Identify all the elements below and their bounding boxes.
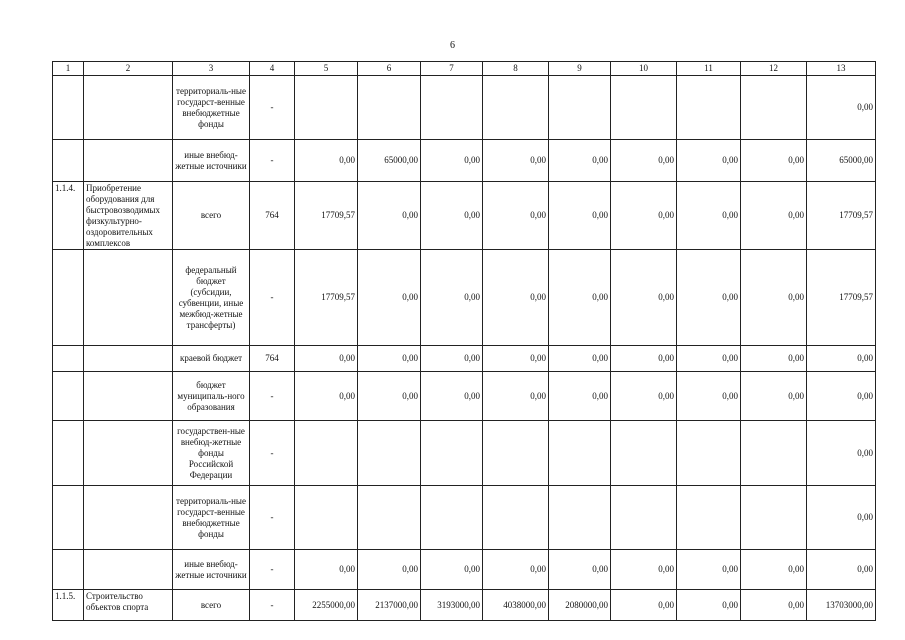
item-number-cell <box>53 76 84 140</box>
item-number-cell: 1.1.5. <box>53 590 84 621</box>
amount-cell: 0,00 <box>741 140 807 182</box>
amount-cell: 0,00 <box>677 182 741 250</box>
amount-cell <box>741 486 807 550</box>
funding-source-cell: всего <box>173 182 250 250</box>
amount-cell: 2137000,00 <box>358 590 421 621</box>
table-row <box>53 486 876 550</box>
table-row <box>53 76 876 140</box>
code-cell: - <box>250 140 295 182</box>
amount-cell: 65000,00 <box>358 140 421 182</box>
amount-cell: 0,00 <box>295 550 358 590</box>
amount-cell <box>677 76 741 140</box>
amount-cell: 0,00 <box>549 372 611 421</box>
amount-cell: 0,00 <box>421 250 483 346</box>
amount-cell: 0,00 <box>483 182 549 250</box>
amount-cell: 17709,57 <box>807 182 876 250</box>
item-number-cell <box>53 372 84 421</box>
code-cell: - <box>250 590 295 621</box>
item-number-cell <box>53 486 84 550</box>
amount-cell: 0,00 <box>421 550 483 590</box>
column-header: 7 <box>421 62 483 76</box>
amount-cell: 0,00 <box>677 372 741 421</box>
column-header: 12 <box>741 62 807 76</box>
amount-cell: 0,00 <box>807 346 876 372</box>
amount-cell: 4038000,00 <box>483 590 549 621</box>
amount-cell <box>295 76 358 140</box>
amount-cell: 2080000,00 <box>549 590 611 621</box>
code-cell: - <box>250 76 295 140</box>
column-header: 10 <box>611 62 677 76</box>
table-header-row <box>53 62 876 76</box>
item-number-cell <box>53 421 84 486</box>
amount-cell: 0,00 <box>549 346 611 372</box>
amount-cell: 0,00 <box>549 250 611 346</box>
item-name-cell <box>84 140 173 182</box>
code-cell: - <box>250 250 295 346</box>
amount-cell: 0,00 <box>741 372 807 421</box>
item-number-cell <box>53 550 84 590</box>
amount-cell <box>421 421 483 486</box>
amount-cell <box>358 421 421 486</box>
amount-cell <box>741 76 807 140</box>
amount-cell: 0,00 <box>741 590 807 621</box>
amount-cell: 0,00 <box>358 346 421 372</box>
amount-cell: 0,00 <box>677 140 741 182</box>
amount-cell: 0,00 <box>741 182 807 250</box>
amount-cell <box>677 486 741 550</box>
item-name-cell: Строительство объектов спорта <box>84 590 173 621</box>
amount-cell: 0,00 <box>677 550 741 590</box>
table-row <box>53 372 876 421</box>
code-cell: - <box>250 421 295 486</box>
amount-cell: 0,00 <box>677 590 741 621</box>
amount-cell <box>358 486 421 550</box>
amount-cell <box>549 486 611 550</box>
item-name-cell <box>84 550 173 590</box>
table-row <box>53 346 876 372</box>
column-header: 9 <box>549 62 611 76</box>
amount-cell: 0,00 <box>421 182 483 250</box>
amount-cell: 0,00 <box>611 346 677 372</box>
funding-source-cell: краевой бюджет <box>173 346 250 372</box>
funding-source-cell: иные внебюд-жетные источники <box>173 140 250 182</box>
column-header: 1 <box>53 62 84 76</box>
item-number-cell <box>53 140 84 182</box>
amount-cell: 0,00 <box>483 550 549 590</box>
amount-cell <box>421 76 483 140</box>
code-cell: - <box>250 550 295 590</box>
code-cell: - <box>250 372 295 421</box>
amount-cell: 0,00 <box>549 550 611 590</box>
item-name-cell: Приобретение оборудования для быстровозводимых физкультурно-оздоровительных комплексов <box>84 182 173 250</box>
amount-cell <box>358 76 421 140</box>
amount-cell: 0,00 <box>677 250 741 346</box>
table-row <box>53 550 876 590</box>
amount-cell: 0,00 <box>611 182 677 250</box>
amount-cell: 0,00 <box>421 346 483 372</box>
amount-cell: 0,00 <box>807 550 876 590</box>
budget-table <box>52 61 876 621</box>
table-row <box>53 421 876 486</box>
amount-cell <box>611 76 677 140</box>
amount-cell <box>295 421 358 486</box>
amount-cell: 0,00 <box>741 550 807 590</box>
amount-cell: 0,00 <box>611 372 677 421</box>
amount-cell: 0,00 <box>421 140 483 182</box>
amount-cell: 0,00 <box>295 140 358 182</box>
amount-cell <box>549 76 611 140</box>
column-header: 6 <box>358 62 421 76</box>
amount-cell: 65000,00 <box>807 140 876 182</box>
amount-cell: 0,00 <box>358 550 421 590</box>
funding-source-cell: территориаль-ные государст-венные внебюджетные фонды <box>173 486 250 550</box>
column-header: 8 <box>483 62 549 76</box>
column-header: 11 <box>677 62 741 76</box>
amount-cell <box>741 421 807 486</box>
code-cell: - <box>250 486 295 550</box>
amount-cell: 17709,57 <box>295 182 358 250</box>
amount-cell <box>611 421 677 486</box>
amount-cell: 0,00 <box>549 182 611 250</box>
funding-source-cell: территориаль-ные государст-венные внебюджетные фонды <box>173 76 250 140</box>
code-cell: 764 <box>250 346 295 372</box>
column-header: 5 <box>295 62 358 76</box>
amount-cell: 0,00 <box>421 372 483 421</box>
item-name-cell <box>84 76 173 140</box>
amount-cell: 0,00 <box>358 372 421 421</box>
amount-cell: 0,00 <box>358 250 421 346</box>
amount-cell: 0,00 <box>611 550 677 590</box>
amount-cell: 0,00 <box>741 250 807 346</box>
amount-cell: 0,00 <box>807 486 876 550</box>
item-name-cell <box>84 346 173 372</box>
amount-cell: 0,00 <box>295 372 358 421</box>
column-header: 3 <box>173 62 250 76</box>
column-header: 4 <box>250 62 295 76</box>
amount-cell <box>611 486 677 550</box>
amount-cell: 0,00 <box>549 140 611 182</box>
table-row <box>53 250 876 346</box>
column-header: 2 <box>84 62 173 76</box>
amount-cell: 0,00 <box>611 250 677 346</box>
item-name-cell <box>84 372 173 421</box>
item-number-cell <box>53 346 84 372</box>
amount-cell: 0,00 <box>807 372 876 421</box>
amount-cell: 0,00 <box>483 372 549 421</box>
amount-cell: 0,00 <box>295 346 358 372</box>
amount-cell: 0,00 <box>483 346 549 372</box>
amount-cell: 0,00 <box>807 421 876 486</box>
amount-cell: 17709,57 <box>807 250 876 346</box>
amount-cell: 0,00 <box>483 250 549 346</box>
funding-source-cell: федеральный бюджет (субсидии, субвенции, иные межбюд-жетные трансферты) <box>173 250 250 346</box>
funding-source-cell: государствен-ные внебюд-жетные фонды Российской Федерации <box>173 421 250 486</box>
amount-cell: 0,00 <box>358 182 421 250</box>
amount-cell: 3193000,00 <box>421 590 483 621</box>
amount-cell: 17709,57 <box>295 250 358 346</box>
amount-cell <box>483 76 549 140</box>
table-row <box>53 590 876 621</box>
funding-source-cell: всего <box>173 590 250 621</box>
amount-cell <box>295 486 358 550</box>
page-number: 6 <box>450 40 455 51</box>
amount-cell: 0,00 <box>611 140 677 182</box>
amount-cell: 2255000,00 <box>295 590 358 621</box>
item-name-cell <box>84 486 173 550</box>
item-name-cell <box>84 250 173 346</box>
code-cell: 764 <box>250 182 295 250</box>
amount-cell <box>549 421 611 486</box>
funding-source-cell: иные внебюд-жетные источники <box>173 550 250 590</box>
amount-cell: 0,00 <box>483 140 549 182</box>
table-row <box>53 140 876 182</box>
column-header: 13 <box>807 62 876 76</box>
funding-source-cell: бюджет муниципаль-ного образования <box>173 372 250 421</box>
amount-cell: 0,00 <box>611 590 677 621</box>
amount-cell <box>421 486 483 550</box>
amount-cell: 0,00 <box>741 346 807 372</box>
amount-cell <box>677 421 741 486</box>
item-number-cell: 1.1.4. <box>53 182 84 250</box>
amount-cell: 0,00 <box>807 76 876 140</box>
amount-cell <box>483 421 549 486</box>
amount-cell <box>483 486 549 550</box>
item-name-cell <box>84 421 173 486</box>
amount-cell: 0,00 <box>677 346 741 372</box>
table-row <box>53 182 876 250</box>
amount-cell: 13703000,00 <box>807 590 876 621</box>
item-number-cell <box>53 250 84 346</box>
